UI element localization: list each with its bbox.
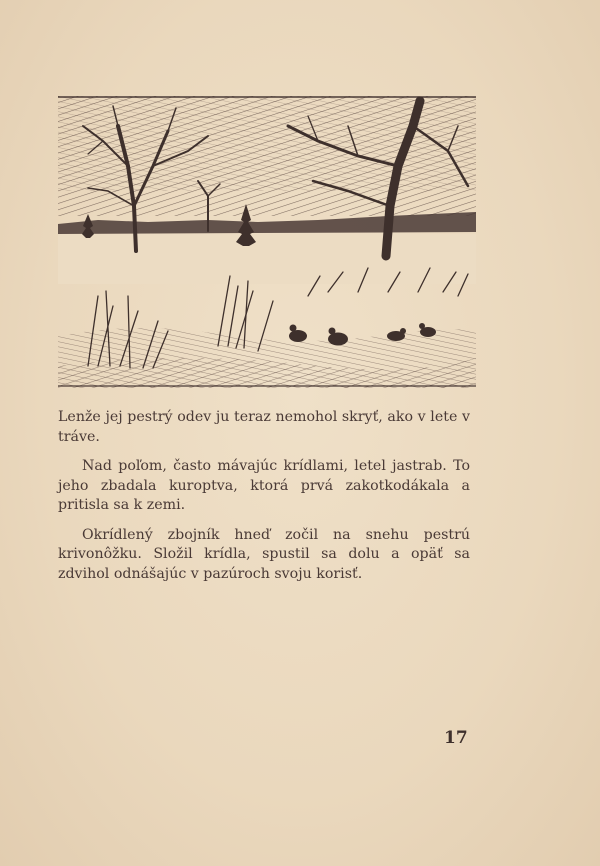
winter-landscape-illustration — [58, 96, 476, 388]
page-number: 17 — [444, 728, 468, 748]
engraving-icon — [58, 96, 476, 388]
story-text — [58, 408, 470, 594]
paragraph-1: Lenže jej pestrý odev ju teraz nemohol skryť, ako v lete v tráve. — [58, 409, 470, 445]
paragraph-2: Nad poľom, často mávajúc krídlami, letel jastrab. To jeho zbadala kuroptva, ktorá prvá zakotkodákala a pritisla sa k zemi. — [58, 458, 470, 513]
paragraph-3: Okrídlený zbojník hneď zočil na snehu pestrú krivonôžku. Složil krídla, spustil sa dolu a opäť sa zdvihol odnášajúc v pazúroch svoju korisť. — [58, 526, 470, 582]
